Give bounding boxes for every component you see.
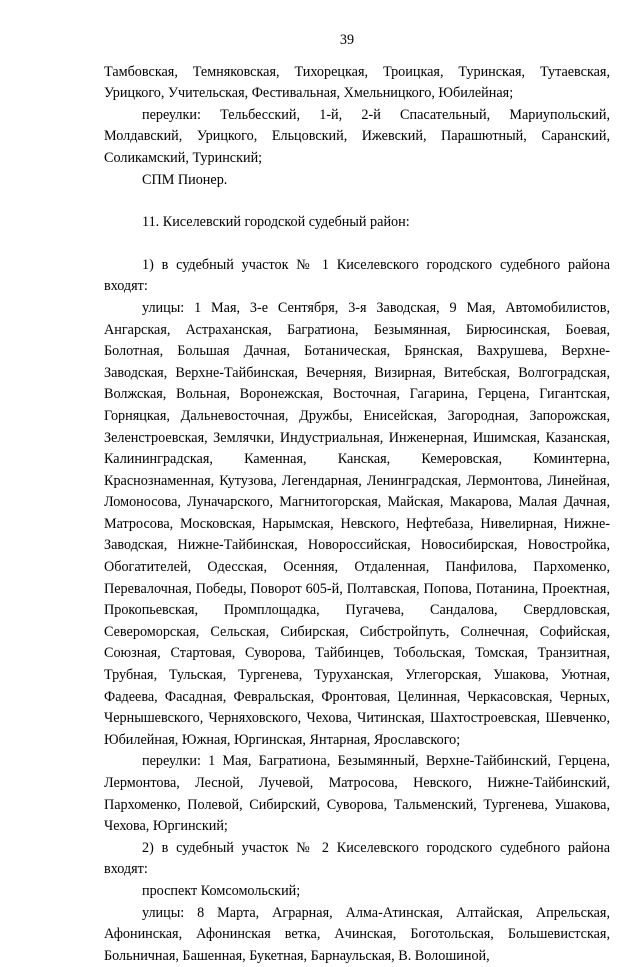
paragraph-district-1-intro: 1) в судебный участок № 1 Киселевского городского судебного района входят:	[104, 256, 610, 295]
paragraph-district-2-streets: улицы: 8 Марта, Аграрная, Алма-Атинская, Алтайская, Апрельская, Афонинская, Афонинская ветка, Ачинская, Боготольская, Большевистская, Больничная, Башенная, Букетная, Барнаульская, В. Волошиной,	[104, 904, 610, 964]
paragraph-spm: СПМ Пионер.	[142, 171, 228, 188]
paragraph-district-1-lanes: переулки: 1 Мая, Багратиона, Безымянный, Верхне-Тайбинский, Герцена, Лермонтова, Лесной, Лучевой, Матросова, Невского, Нижне-Тайбинский, Пархоменко, Полевой, Сибирский, Суворова, Тальменский, Тургенева, Ушакова, Чехова, Юргинский;	[104, 753, 610, 835]
paragraph-lanes-1: переулки: Тельбесский, 1-й, 2-й Спасательный, Мариупольский, Молдавский, Урицкого, Ельцовский, Ижевский, Парашютный, Саранский, Соликамский, Туринский;	[104, 106, 610, 166]
paragraph-streets-continued: Тамбовская, Темняковская, Тихорецкая, Троицкая, Туринская, Тутаевская, Урицкого, Учительская, Фестивальная, Хмельницкого, Юбилейная;	[104, 63, 610, 102]
paragraph-district-2-intro: 2) в судебный участок № 2 Киселевского городского судебного района входят:	[104, 839, 610, 878]
page-number: 39	[339, 32, 355, 48]
paragraph-district-2-avenue: проспект Комсомольский;	[142, 882, 301, 899]
spacer	[104, 234, 610, 255]
spacer	[104, 191, 610, 212]
section-heading-kiselevsk: 11. Киселевский городской судебный район:	[142, 214, 410, 231]
paragraph-district-1-streets: улицы: 1 Мая, 3-е Сентября, 3-я Заводская, 9 Мая, Автомобилистов, Ангарская, Астраханская, Багратиона, Безымянная, Бирюсинская, Боевая, Болотная, Большая Дачная, Ботаническая, Брянская, Вахрушева, Верхне-Заводская, Верхне-Тайбинская, Вечерняя, Визирная, Витебская, Волгоградская, Волжская, Вольная, Воронежская, Восточная, Гагарина, Герцена, Гигантская, Горняцкая, Дальневосточная, Дружбы, Енисейская, Загородная, Запорожская, Зеленстроевская, Землячки, Индустриальная, Инженерная, Ишимская, Казанская, Калининградская, Каменная, Канская, Кемеровская, Коминтерна, Краснознаменная, Кутузова, Легендарная, Ленинградская, Лермонтова, Линейная, Ломоносова, Луначарского, Магнитогорская, Майская, Макарова, Малая Дачная, Матросова, Московская, Нарымская, Невского, Нефтебаза, Нивелирная, Нижне-Заводская, Нижне-Тайбинская, Новороссийская, Новосибирская, Новостройка, Обогатителей, Одесская, Осенняя, Отдаленная, Панфилова, Пархоменко, Перевалочная, Победы, Поворот 605-й, Полтавская, Попова, Потанина, Проектная, Прокопьевская, Промплощадка, Пугачева, Сандалова, Свердловская, Североморская, Сельская, Сибирская, Сибстройпуть, Солнечная, Софийская, Союзная, Стартовая, Суворова, Тайбинцев, Тобольская, Томская, Транзитная, Трубная, Тульская, Тургенева, Туруханская, Углегорская, Ушакова, Уютная, Фадеева, Фасадная, Февральская, Фронтовая, Целинная, Черкасовская, Черных, Чернышевского, Черняховского, Чехова, Читинская, Шахтостроевская, Шевченко, Юбилейная, Южная, Юргинская, Янтарная, Ярославского;	[104, 299, 610, 748]
